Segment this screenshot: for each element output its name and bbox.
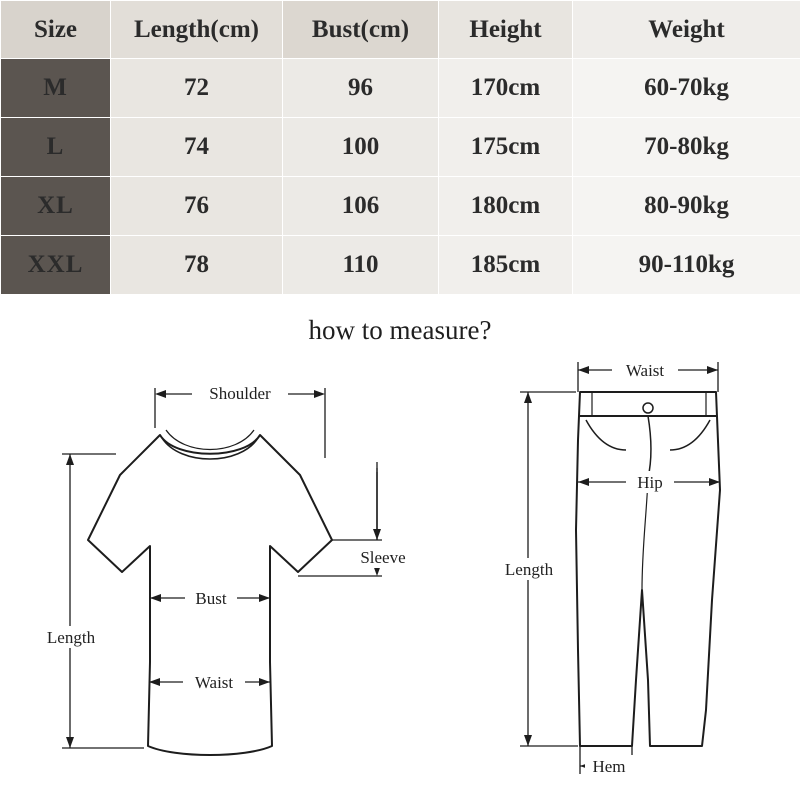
label-sleeve: Sleeve — [360, 548, 406, 567]
header-cell-bust: Bust(cm) — [283, 1, 439, 59]
cell-bust: 100 — [283, 118, 439, 177]
label-pants-waist: Waist — [625, 361, 665, 380]
header-cell-length: Length(cm) — [111, 1, 283, 59]
cell-size: XXL — [1, 236, 111, 295]
cell-weight: 60-70kg — [573, 59, 800, 118]
pants-diagram — [420, 350, 800, 795]
table-row — [1, 236, 800, 295]
label-waist: Waist — [194, 673, 234, 692]
table-row — [1, 118, 800, 177]
label-shoulder: Shoulder — [209, 384, 271, 403]
cell-weight: 70-80kg — [573, 118, 800, 177]
cell-length: 76 — [111, 177, 283, 236]
cell-length: 72 — [111, 59, 283, 118]
header-cell-height: Height — [439, 1, 573, 59]
header-cell-size: Size — [1, 1, 111, 59]
table-row — [1, 59, 800, 118]
label-length: Length — [46, 628, 96, 647]
cell-weight: 80-90kg — [573, 177, 800, 236]
header-cell-weight: Weight — [573, 1, 800, 59]
cell-length: 78 — [111, 236, 283, 295]
cell-height: 175cm — [439, 118, 573, 177]
cell-height: 185cm — [439, 236, 573, 295]
cell-height: 170cm — [439, 59, 573, 118]
tshirt-svg — [0, 350, 440, 790]
cell-size: M — [1, 59, 111, 118]
cell-height: 180cm — [439, 177, 573, 236]
pants-outline — [576, 392, 720, 746]
how-to-measure-title: how to measure? — [308, 315, 492, 345]
cell-bust: 96 — [283, 59, 439, 118]
length-dimension — [62, 454, 144, 748]
pants-svg — [420, 350, 800, 790]
label-bust: Bust — [195, 589, 227, 608]
label-hip: Hip — [637, 473, 663, 492]
cell-size: L — [1, 118, 111, 177]
cell-length: 74 — [111, 118, 283, 177]
tshirt-diagram — [0, 350, 440, 795]
cell-bust: 106 — [283, 177, 439, 236]
size-chart-table — [0, 0, 800, 295]
cell-size: XL — [1, 177, 111, 236]
table-row — [1, 177, 800, 236]
label-pants-length: Length — [504, 560, 554, 579]
measurement-diagrams — [0, 350, 800, 790]
table-header-row — [1, 1, 800, 59]
label-hem: Hem — [592, 757, 626, 776]
cell-weight: 90-110kg — [573, 236, 800, 295]
cell-bust: 110 — [283, 236, 439, 295]
